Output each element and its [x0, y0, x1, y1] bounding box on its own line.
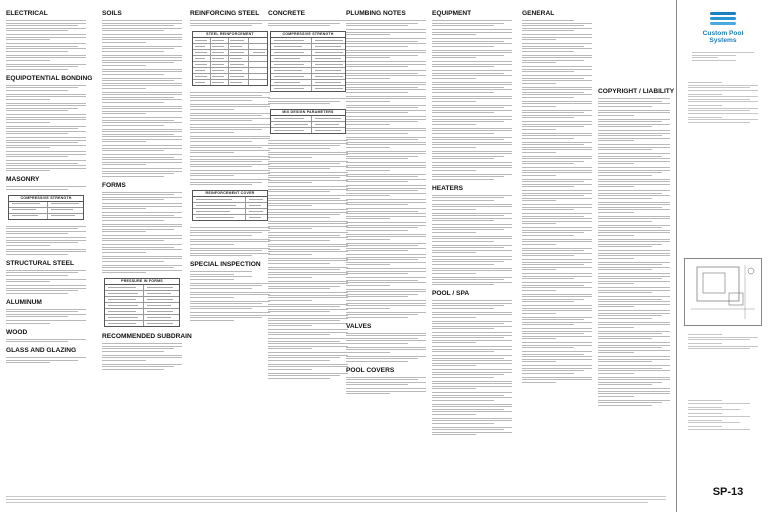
section-title-copyright: COPYRIGHT / LIABILITY: [598, 88, 675, 95]
key-plan-drawing: [685, 259, 761, 325]
company-logo: [691, 12, 755, 44]
sheet-number: SP-13: [712, 486, 744, 498]
glass-notes: [6, 357, 86, 363]
forms-notes: [102, 192, 182, 274]
concrete-notes-3: [268, 140, 348, 379]
copyright-notes: [598, 98, 670, 406]
heaters-notes: [432, 195, 512, 286]
subdrain-notes: [102, 343, 182, 370]
section-title-general: GENERAL: [522, 10, 555, 17]
column-8: [598, 88, 675, 411]
table-title: COMPRESSIVE STRENGTH: [271, 32, 345, 38]
section-title-pool-covers: POOL COVERS: [346, 366, 395, 374]
sheet-info: [688, 400, 758, 431]
section-title-wood: WOOD: [6, 328, 28, 336]
section-title-heaters: HEATERS: [432, 184, 464, 192]
section-title-soils: SOILS: [102, 10, 122, 17]
table-steel-reinforcement: [192, 31, 268, 86]
table-title: STEEL REINFORCEMENT: [193, 32, 267, 38]
structural-steel-notes: [6, 270, 86, 294]
table-title: COMPRESSIVE STRENGTH: [9, 196, 83, 202]
column-3: [190, 10, 270, 326]
section-title-aluminum: ALUMINUM: [6, 298, 42, 306]
section-title-masonry: MASONRY: [6, 176, 40, 183]
column-6: [432, 10, 512, 440]
section-title-electrical: ELECTRICAL: [6, 10, 48, 17]
column-4: [268, 10, 348, 384]
valves-notes: [346, 333, 426, 362]
section-title-equipment: EQUIPMENT: [432, 10, 472, 17]
table-title: PRESSURE IN FORMS: [105, 279, 179, 285]
section-title-pool-spa: POOL / SPA: [432, 290, 470, 297]
footer-notes: [6, 496, 666, 505]
title-block-divider: [676, 0, 677, 512]
revisions: [688, 334, 758, 352]
wood-notes: [6, 339, 86, 343]
pool-covers-notes: [346, 377, 426, 395]
section-title-equipotential: EQUIPOTENTIAL BONDING: [6, 74, 93, 82]
section-title-valves: VALVES: [346, 322, 372, 330]
table-reinforcement-cover: [192, 190, 268, 221]
section-title-plumbing: PLUMBING NOTES: [346, 10, 406, 17]
concrete-notes: [268, 20, 348, 26]
section-title-special-inspection: SPECIAL INSPECTION: [190, 261, 261, 268]
aluminum-notes: [6, 309, 86, 324]
table-title: MIX DESIGN PARAMETERS: [271, 110, 345, 116]
section-title-glass: GLASS AND GLAZING: [6, 347, 77, 354]
column-1: [6, 10, 93, 368]
electrical-notes: [6, 20, 86, 70]
project-info: [688, 82, 758, 124]
column-7: [522, 10, 592, 388]
table-compressive-strength-concrete: [270, 31, 346, 92]
section-title-structural-steel: STRUCTURAL STEEL: [6, 259, 75, 267]
soils-notes: [102, 20, 182, 177]
company-address: [692, 52, 754, 62]
plumbing-notes: [346, 20, 426, 318]
equipotential-notes: [6, 85, 86, 172]
section-title-concrete: CONCRETE: [268, 10, 305, 17]
reinforcing-notes-3: [190, 227, 270, 256]
reinforcing-notes-2: [190, 92, 270, 185]
general-notes: [522, 20, 592, 383]
table-compressive-strength-masonry: [8, 195, 84, 220]
masonry-notes: [6, 186, 86, 190]
table-mix-design: [270, 109, 346, 134]
concrete-notes-2: [268, 98, 348, 104]
section-title-forms: FORMS: [102, 181, 126, 189]
company-name: Custom Pool Systems: [702, 30, 744, 44]
title-block: [678, 0, 768, 512]
section-title-subdrain: RECOMMENDED SUBDRAIN: [102, 333, 192, 340]
reinforcing-notes: [190, 20, 270, 26]
column-2: [102, 10, 192, 375]
wave-logo-icon: [710, 12, 736, 28]
table-pressures-in-forms: [104, 278, 180, 327]
section-title-reinforcing-steel: REINFORCING STEEL: [190, 10, 260, 17]
special-inspection-notes: [190, 271, 270, 321]
key-plan: [684, 258, 762, 326]
equipment-notes: [432, 20, 512, 180]
masonry-notes-2: [6, 226, 86, 255]
column-5: [346, 10, 426, 399]
table-title: REINFORCEMENT COVER: [193, 191, 267, 197]
pool-spa-notes: [432, 300, 512, 435]
